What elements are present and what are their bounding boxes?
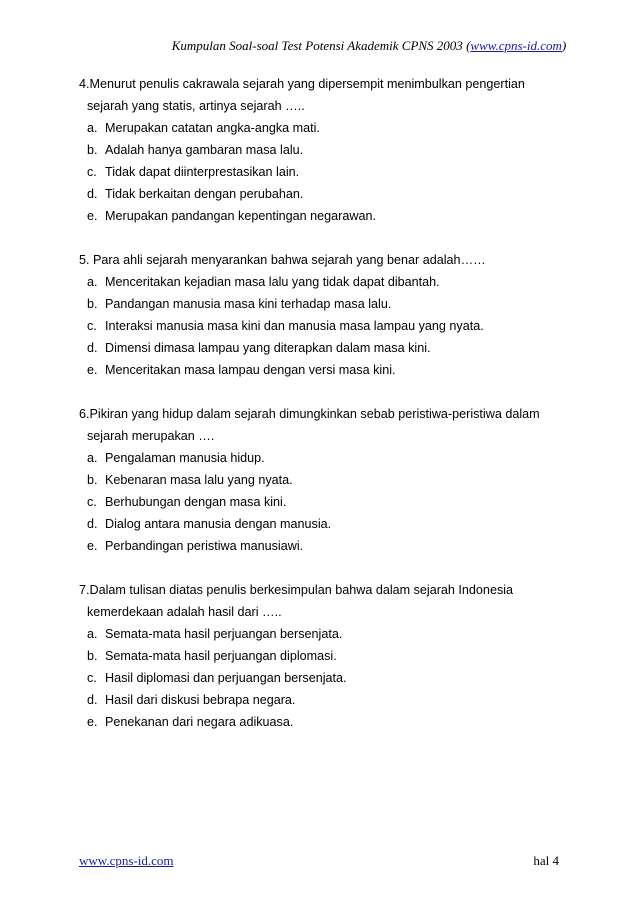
answer-option [79, 271, 559, 293]
option-text: Dialog antara manusia dengan manusia. [105, 517, 332, 531]
answer-option [79, 623, 559, 645]
answer-option [79, 469, 559, 491]
answer-option [79, 535, 559, 557]
question-stem-continued: sejarah yang statis, artinya sejarah ….. [87, 99, 305, 113]
question [79, 579, 559, 733]
option-letter: c. [87, 495, 97, 509]
option-text: Dimensi dimasa lampau yang diterapkan dalam masa kini. [105, 341, 431, 355]
option-text: Menceritakan masa lampau dengan versi masa kini. [105, 363, 396, 377]
page-footer [79, 853, 559, 869]
option-text: Kebenaran masa lalu yang nyata. [105, 473, 293, 487]
option-letter: e. [87, 209, 98, 223]
option-text: Semata-mata hasil perjuangan diplomasi. [105, 649, 337, 663]
answer-option [79, 359, 559, 381]
answer-option [79, 117, 559, 139]
option-text: Hasil dari diskusi bebrapa negara. [105, 693, 296, 707]
question-stem: 4.Menurut penulis cakrawala sejarah yang dipersempit menimbulkan pengertian [79, 77, 525, 91]
question [79, 249, 559, 381]
option-letter: a. [87, 451, 98, 465]
answer-option [79, 711, 559, 733]
option-letter: c. [87, 319, 97, 333]
option-text: Menceritakan kejadian masa lalu yang tidak dapat dibantah. [105, 275, 440, 289]
answer-option [79, 337, 559, 359]
answer-option [79, 645, 559, 667]
page-header: Kumpulan Soal-soal Test Potensi Akademik CPNS 2003 (www.cpns-id.com) [171, 38, 567, 53]
question [79, 403, 559, 557]
option-text: Tidak berkaitan dengan perubahan. [105, 187, 304, 201]
question-list [79, 73, 559, 755]
question-stem: 5. Para ahli sejarah menyarankan bahwa sejarah yang benar adalah…… [79, 253, 486, 267]
option-letter: d. [87, 517, 98, 531]
option-text: Hasil diplomasi dan perjuangan bersenjata. [105, 671, 347, 685]
question-stem-continued: sejarah merupakan …. [87, 429, 215, 443]
option-text: Pandangan manusia masa kini terhadap masa lalu. [105, 297, 392, 311]
option-letter: a. [87, 275, 98, 289]
footer-link[interactable]: www.cpns-id.com [79, 853, 174, 868]
header-link[interactable]: www.cpns-id.com [470, 38, 562, 53]
answer-option [79, 139, 559, 161]
option-text: Adalah hanya gambaran masa lalu. [105, 143, 304, 157]
option-letter: d. [87, 693, 98, 707]
option-text: Merupakan pandangan kepentingan negarawan. [105, 209, 376, 223]
question-stem: 7.Dalam tulisan diatas penulis berkesimpulan bahwa dalam sejarah Indonesia [79, 583, 514, 597]
option-letter: b. [87, 297, 98, 311]
option-text: Merupakan catatan angka-angka mati. [105, 121, 320, 135]
option-letter: d. [87, 187, 98, 201]
header-title: Kumpulan Soal-soal Test Potensi Akademik CPNS 2003 [171, 38, 463, 53]
answer-option [79, 491, 559, 513]
answer-option [79, 183, 559, 205]
option-letter: e. [87, 715, 98, 729]
option-letter: c. [87, 165, 97, 179]
option-letter: a. [87, 121, 98, 135]
option-letter: b. [87, 143, 98, 157]
option-letter: d. [87, 341, 98, 355]
question-stem: 6.Pikiran yang hidup dalam sejarah dimungkinkan sebab peristiwa-peristiwa dalam [79, 407, 540, 421]
option-letter: e. [87, 363, 98, 377]
option-letter: e. [87, 539, 98, 553]
answer-option [79, 447, 559, 469]
option-text: Pengalaman manusia hidup. [105, 451, 265, 465]
option-text: Interaksi manusia masa kini dan manusia masa lampau yang nyata. [105, 319, 484, 333]
answer-option [79, 315, 559, 337]
answer-option [79, 689, 559, 711]
option-letter: a. [87, 627, 98, 641]
page-number: hal 4 [533, 853, 559, 868]
option-letter: c. [87, 671, 97, 685]
answer-option [79, 667, 559, 689]
option-text: Semata-mata hasil perjuangan bersenjata. [105, 627, 343, 641]
option-letter: b. [87, 473, 98, 487]
option-text: Tidak dapat diinterprestasikan lain. [105, 165, 300, 179]
option-letter: b. [87, 649, 98, 663]
option-text: Penekanan dari negara adikuasa. [105, 715, 294, 729]
question-stem-continued: kemerdekaan adalah hasil dari ….. [87, 605, 282, 619]
answer-option [79, 161, 559, 183]
question [79, 73, 559, 227]
answer-option [79, 205, 559, 227]
answer-option [79, 513, 559, 535]
option-text: Perbandingan peristiwa manusiawi. [105, 539, 304, 553]
answer-option [79, 293, 559, 315]
option-text: Berhubungan dengan masa kini. [105, 495, 287, 509]
